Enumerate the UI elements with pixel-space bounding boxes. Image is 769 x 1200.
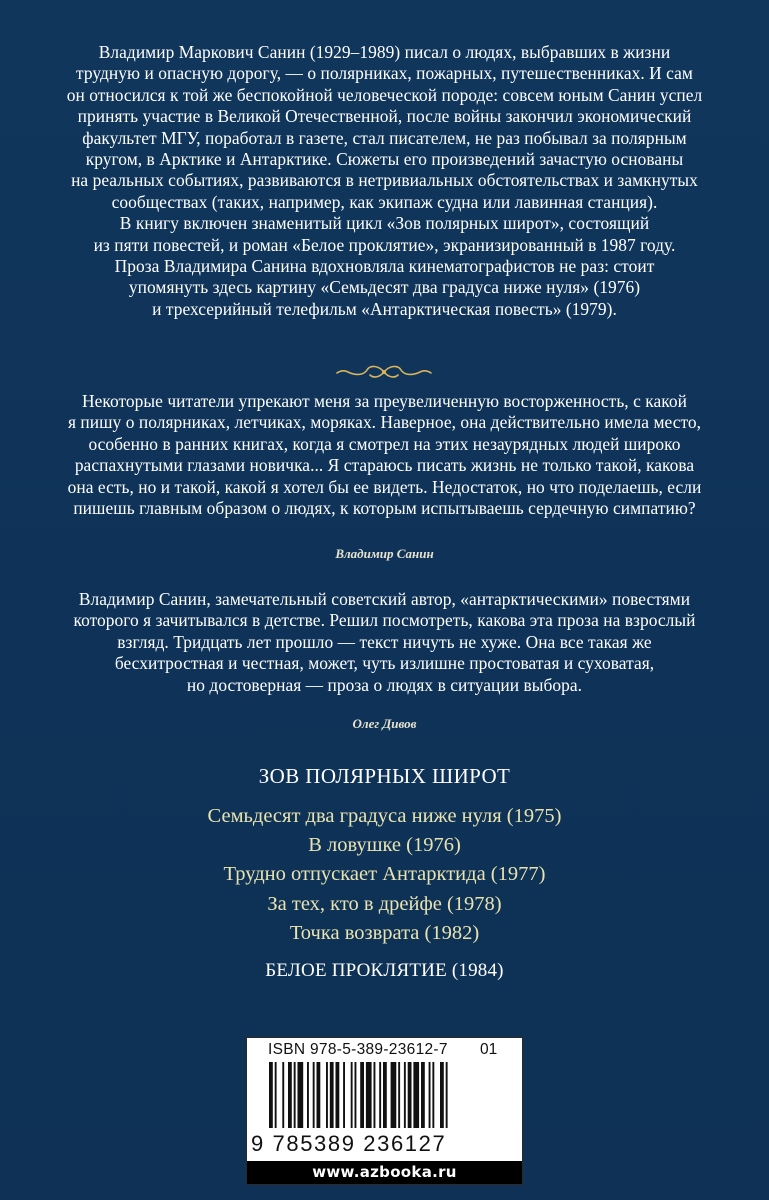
intro-line: и трехсерийный телефильм «Антарктическая повесть» (1979).	[152, 298, 617, 319]
barcode-digits: 9 785389 236127	[251, 1131, 447, 1156]
quote-line: она есть, но и такой, какой я хотел бы ее видеть. Недостаток, но что поделаешь, если	[67, 476, 702, 497]
quote-line: бесхитростная и честная, может, чуть излишне простоватая и суховатая,	[114, 653, 655, 674]
quote-line: Владимир Санин, замечательный советский автор, «антарктическими» повестями	[78, 589, 691, 609]
intro-line: кругом, в Арктике и Антарктике. Сюжеты его произведений зачастую основаны	[85, 149, 684, 170]
barcode-panel	[246, 1037, 523, 1185]
intro-line: трудную и опасную дорогу, — о полярниках, пожарных, путешественниках. И сам	[76, 63, 693, 84]
isbn-addon-label: 01	[480, 1041, 498, 1058]
quote-line: Некоторые читатели упрекают меня за преувеличенную восторженность, с какой	[82, 391, 687, 411]
contents-item: За тех, кто в дрейфе (1978)	[267, 892, 502, 915]
intro-line: на реальных событиях, развиваются в нетривиальных обстоятельствах и замкнутых	[71, 170, 698, 191]
quote-line: особенно в ранних книгах, когда я смотрел на этих незаурядных людей широко	[88, 433, 681, 454]
intro-line: упомянуть здесь картину «Семьдесят два градуса ниже нуля» (1976)	[128, 277, 641, 298]
cycle-title: ЗОВ ПОЛЯРНЫХ ШИРОТ	[258, 764, 511, 788]
ornament-divider-icon	[334, 363, 434, 381]
author-quote	[40, 391, 729, 519]
quote-author-signature: Владимир Санин	[335, 546, 434, 561]
quote-line: но достоверная — проза о людях в ситуации выбора.	[186, 674, 583, 695]
quote-line: я пишу о полярниках, летчиках, моряках. Наверное, она действительно имела место,	[67, 412, 702, 433]
quote-line: которого я зачитывался в детстве. Решил посмотреть, какова эта проза на взрослый	[73, 610, 696, 631]
intro-line: из пяти повестей, и роман «Белое проклятие», экранизированный в 1987 году.	[93, 234, 676, 255]
publisher-website: www.azbooka.ru	[247, 1161, 522, 1184]
intro-line: факультет МГУ, поработал в газете, стал писателем, не раз побывал за полярным	[82, 127, 687, 148]
novel-title: БЕЛОЕ ПРОКЛЯТИЕ (1984)	[265, 960, 504, 981]
intro-line: В книгу включен знаменитый цикл «Зов полярных широт», состоящий	[119, 213, 650, 234]
contents-item: Точка возврата (1982)	[289, 921, 480, 944]
intro-line: сообществах (таких, например, как экипаж судна или лавинная станция).	[111, 191, 658, 212]
quote-line: взгляд. Тридцать лет прошло — текст ничуть не хуже. Она все такая же	[117, 631, 652, 652]
quote-line: пишешь главным образом о людях, к которым испытываешь сердечную симпатию?	[73, 498, 696, 519]
intro-line: Проза Владимира Санина вдохновляла кинематографистов не раз: стоит	[114, 256, 655, 277]
isbn-label: ISBN 978-5-389-23612-7	[268, 1041, 448, 1058]
intro-line: он относился к той же беспокойной человеческой породе: совсем юным Санин успел	[66, 84, 703, 105]
intro-line: принять участие в Великой Отечественной, после войны закончил экономический	[77, 106, 692, 127]
reviewer-signature: Олег Дивов	[352, 716, 417, 731]
contents-list	[40, 802, 729, 948]
barcode-icon	[269, 1062, 501, 1138]
quote-line: распахнутыми глазами новичка... Я стараюсь писать жизнь не только такой, какова	[74, 455, 695, 476]
intro-paragraph	[40, 42, 729, 320]
contents-item: В ловушке (1976)	[308, 834, 461, 857]
intro-line: Владимир Маркович Санин (1929–1989) писал о людях, выбравших в жизни	[98, 42, 671, 62]
contents-item: Трудно отпускает Антарктида (1977)	[223, 863, 546, 886]
contents-item: Семьдесят два градуса ниже нуля (1975)	[207, 805, 562, 827]
review-quote	[40, 589, 729, 696]
